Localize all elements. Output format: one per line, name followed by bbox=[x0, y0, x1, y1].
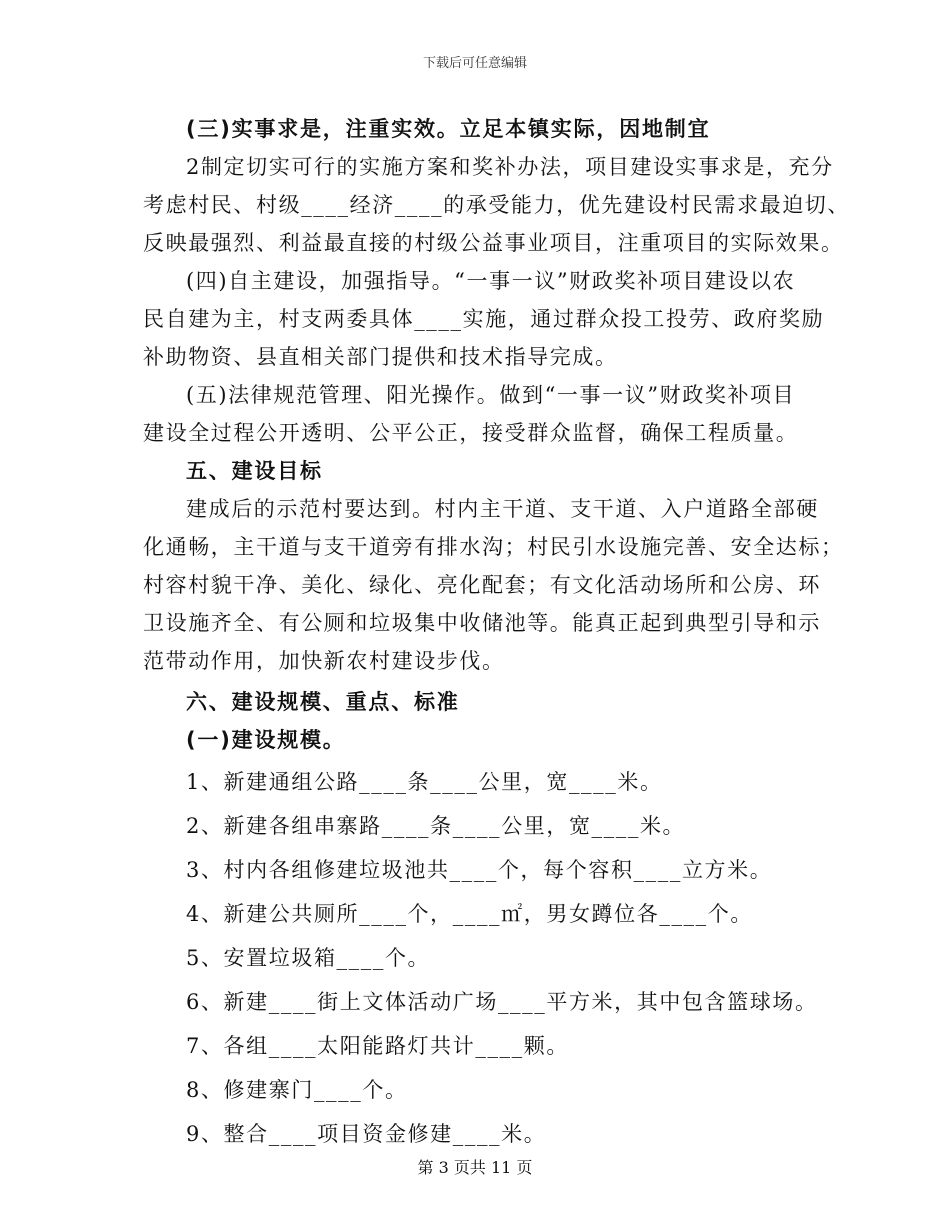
list-item: 3、村内各组修建垃圾池共____个，每个容积____立方米。 bbox=[186, 858, 773, 882]
scale-subheading: (一)建设规模。 bbox=[186, 728, 346, 752]
paragraph-line: 补助物资、县直相关部门提供和技术指导完成。 bbox=[143, 345, 618, 369]
page-header: 下载后可任意编辑 bbox=[422, 56, 527, 71]
paragraph-line: 村容村貌干净、美化、绿化、亮化配套；有文化活动场所和公房、环 bbox=[143, 573, 821, 597]
paragraph-line: (四)自主建设，加强指导。“一事一议”财政奖补项目建设以农 bbox=[186, 269, 796, 293]
list-item: 8、修建寨门____个。 bbox=[186, 1078, 408, 1102]
paragraph-line: 民自建为主，村支两委具体____实施，通过群众投工投劳、政府奖励 bbox=[143, 307, 825, 331]
paragraph-line: (五)法律规范管理、阳光操作。做到“一事一议”财政奖补项目 bbox=[186, 383, 796, 407]
paragraph-line: 卫设施齐全、有公厕和垃圾集中收储池等。能真正起到典型引导和示 bbox=[143, 611, 821, 635]
paragraph-line: 建成后的示范村要达到。村内主干道、支干道、入户道路全部硬 bbox=[186, 497, 819, 521]
list-item: 4、新建公共厕所____个，____㎡，男女蹲位各____个。 bbox=[186, 902, 753, 926]
scale-heading: 六、建设规模、重点、标准 bbox=[186, 690, 460, 714]
paragraph-line: 范带动作用，加快新农村建设步伐。 bbox=[143, 649, 505, 673]
list-item: 9、整合____项目资金修建____米。 bbox=[186, 1122, 547, 1146]
goals-heading: 五、建设目标 bbox=[186, 459, 323, 483]
page-footer: 第 3 页共 11 页 bbox=[417, 1158, 533, 1177]
section-3-heading: (三)实事求是，注重实效。立足本镇实际，因地制宜 bbox=[186, 117, 711, 141]
document-body bbox=[143, 110, 850, 1156]
list-item: 6、新建____街上文体活动广场____平方米，其中包含篮球场。 bbox=[186, 990, 818, 1014]
paragraph-line: 2制定切实可行的实施方案和奖补办法，项目建设实事求是，充分 bbox=[186, 155, 834, 179]
list-item: 1、新建通组公路____条____公里，宽____米。 bbox=[186, 770, 663, 794]
paragraph-line: 化通畅，主干道与支干道旁有排水沟；村民引水设施完善、安全达标； bbox=[143, 535, 844, 559]
list-item: 5、安置垃圾箱____个。 bbox=[186, 946, 431, 970]
paragraph-line: 考虑村民、村级____经济____的承受能力，优先建设村民需求最迫切、 bbox=[143, 193, 850, 217]
list-item: 2、新建各组串寨路____条____公里，宽____米。 bbox=[186, 814, 686, 838]
list-item: 7、各组____太阳能路灯共计____颗。 bbox=[186, 1034, 569, 1058]
paragraph-line: 反映最强烈、利益最直接的村级公益事业项目，注重项目的实际效果。 bbox=[143, 231, 844, 255]
paragraph-line: 建设全过程公开透明、公平公正，接受群众监督，确保工程质量。 bbox=[143, 421, 799, 445]
